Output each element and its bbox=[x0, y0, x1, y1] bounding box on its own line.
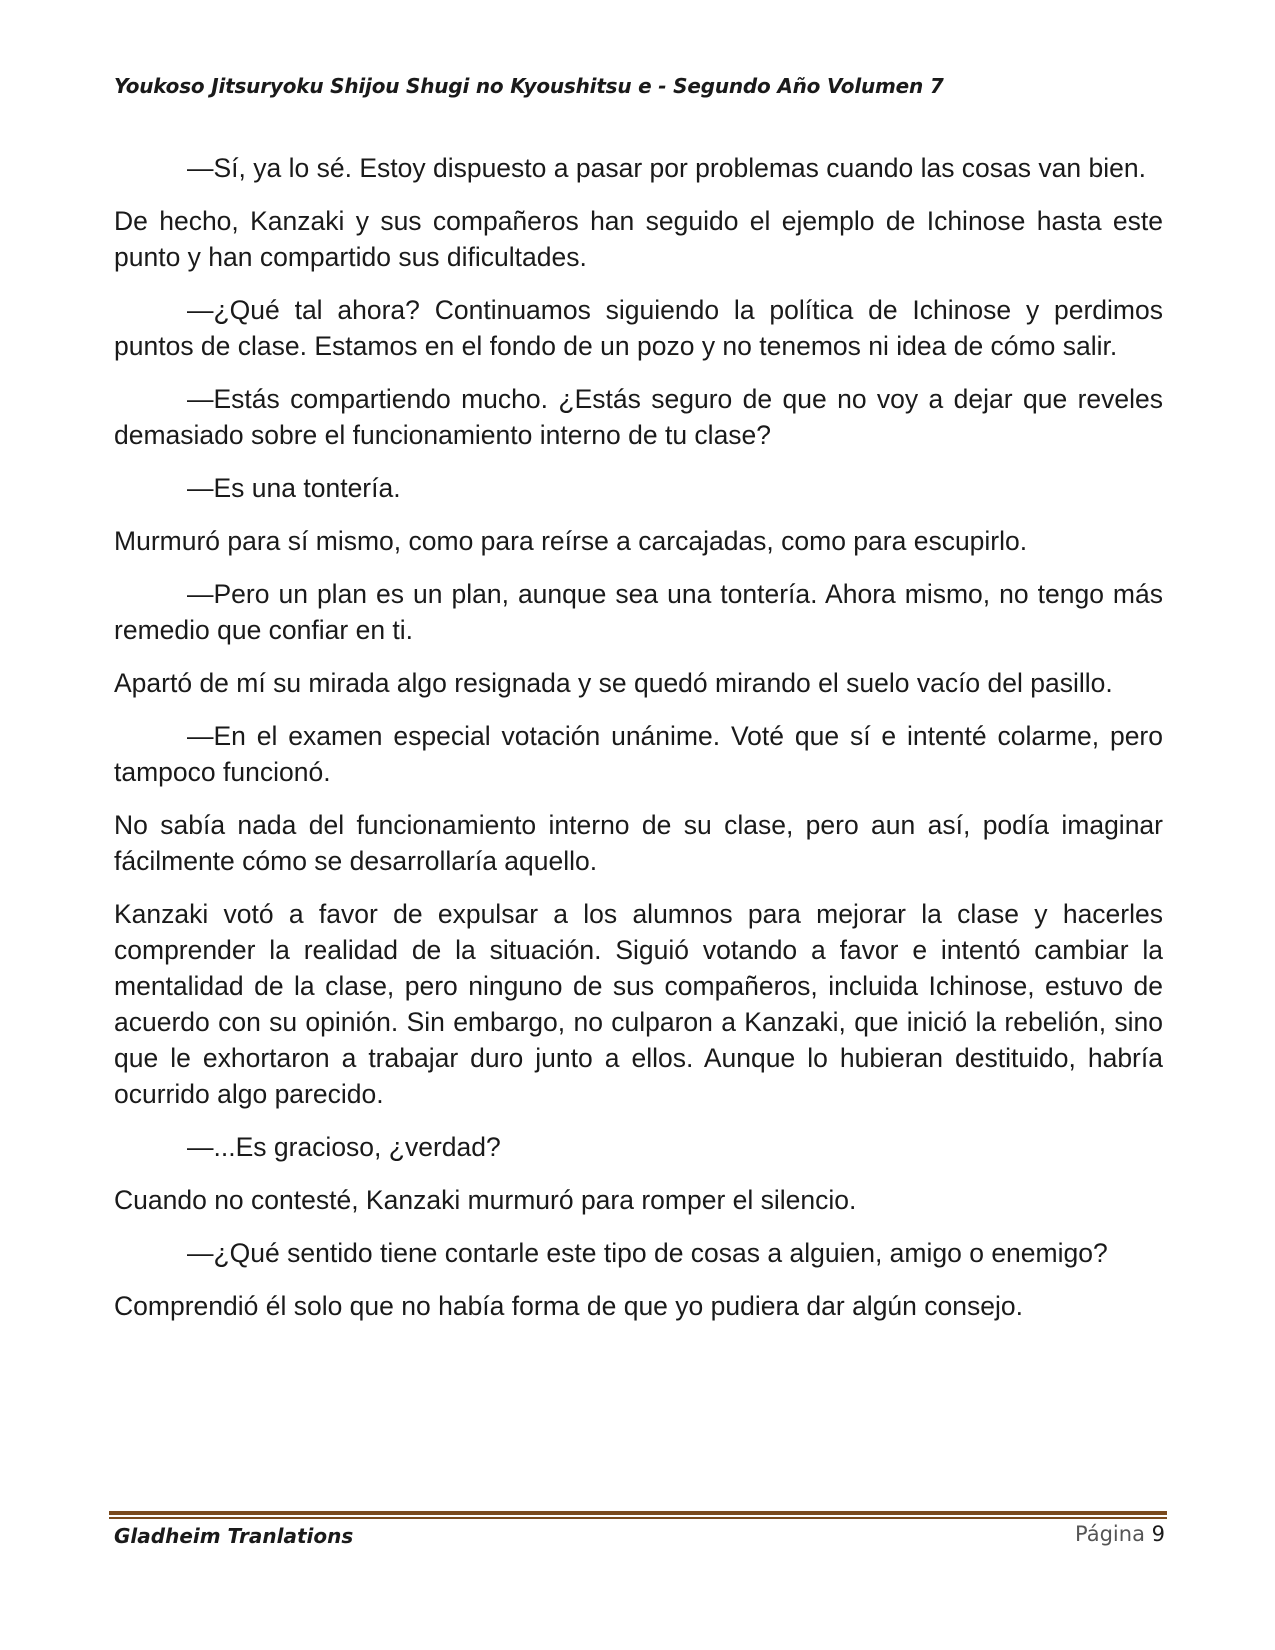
body-text bbox=[114, 150, 1163, 1341]
footer-publisher: Gladheim Tranlations bbox=[114, 1524, 354, 1548]
paragraph-dialogue: —¿Qué sentido tiene contarle este tipo de cosas a alguien, amigo o enemigo? bbox=[187, 1238, 1108, 1268]
paragraph-narration: Comprendió él solo que no había forma de que yo pudiera dar algún consejo. bbox=[114, 1291, 1023, 1321]
paragraph-dialogue: —En el examen especial votación unánime. Voté que sí e intenté colarme, pero tampoco funcionó. bbox=[114, 721, 1163, 787]
paragraph-dialogue: —¿Qué tal ahora? Continuamos siguiendo la política de Ichinose y perdimos puntos de clase. Estamos en el fondo de un pozo y no tenemos ni idea de cómo salir. bbox=[114, 295, 1163, 361]
paragraph-dialogue: —...Es gracioso, ¿verdad? bbox=[187, 1132, 501, 1162]
paragraph-dialogue: —Sí, ya lo sé. Estoy dispuesto a pasar por problemas cuando las cosas van bien. bbox=[187, 153, 1146, 183]
page-label: Página bbox=[1075, 1522, 1145, 1546]
paragraph-narration: Murmuró para sí mismo, como para reírse a carcajadas, como para escupirlo. bbox=[114, 526, 1028, 556]
running-header-title: Youkoso Jitsuryoku Shijou Shugi no Kyoushitsu e - Segundo Año Volumen 7 bbox=[114, 74, 944, 98]
paragraph-narration: Kanzaki votó a favor de expulsar a los alumnos para mejorar la clase y hacerles comprender la realidad de la situación. Siguió votando a favor e intentó cambiar la mentalidad de la clase, pero ninguno de sus compañeros, incluida Ichinose, estuvo de acuerdo con su opinión. Sin embargo, no culparon a Kanzaki, que inició la rebelión, sino que le exhortaron a trabajar duro junto a ellos. Aunque lo hubieran destituido, habría ocurrido algo parecido. bbox=[114, 899, 1163, 1109]
footer-divider-thin-line bbox=[109, 1517, 1167, 1519]
footer-divider bbox=[109, 1511, 1167, 1521]
paragraph-dialogue: —Pero un plan es un plan, aunque sea una tontería. Ahora mismo, no tengo más remedio que confiar en ti. bbox=[114, 579, 1163, 645]
paragraph-narration: Cuando no contesté, Kanzaki murmuró para romper el silencio. bbox=[114, 1185, 857, 1215]
paragraph-dialogue: —Es una tontería. bbox=[187, 473, 401, 503]
paragraph-dialogue: —Estás compartiendo mucho. ¿Estás seguro de que no voy a dejar que reveles demasiado sobre el funcionamiento interno de tu clase? bbox=[114, 384, 1163, 450]
page-number: 9 bbox=[1151, 1522, 1165, 1546]
paragraph-narration: No sabía nada del funcionamiento interno de su clase, pero aun así, podía imaginar fácilmente cómo se desarrollaría aquello. bbox=[114, 810, 1163, 876]
page-number-label bbox=[1075, 1522, 1165, 1546]
paragraph-narration: Apartó de mí su mirada algo resignada y se quedó mirando el suelo vacío del pasillo. bbox=[114, 668, 1113, 698]
paragraph-narration: De hecho, Kanzaki y sus compañeros han seguido el ejemplo de Ichinose hasta este punto y han compartido sus dificultades. bbox=[114, 206, 1163, 272]
